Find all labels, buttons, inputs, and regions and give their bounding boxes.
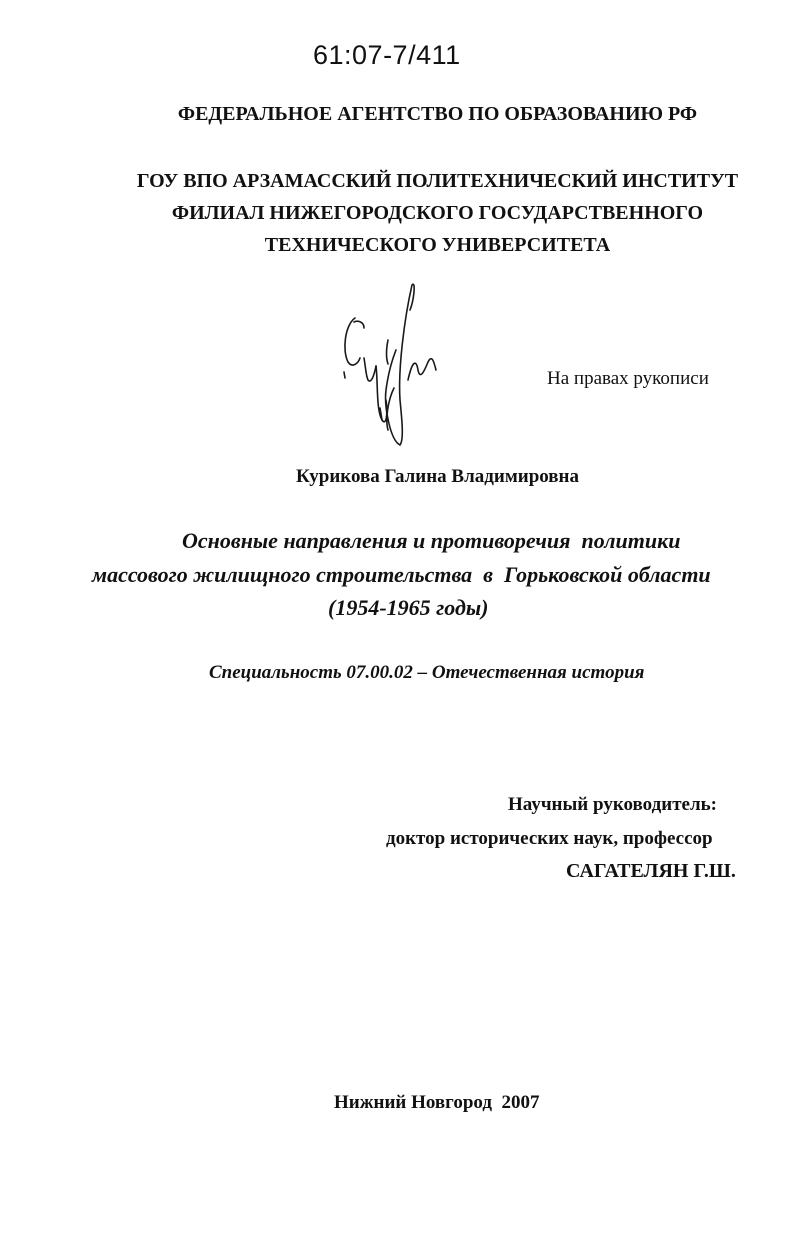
place-year: Нижний Новгород 2007 xyxy=(334,1092,540,1113)
author-name: Курикова Галина Владимировна xyxy=(295,466,580,487)
agency-heading: ФЕДЕРАЛЬНОЕ АГЕНТСТВО ПО ОБРАЗОВАНИЮ РФ xyxy=(177,103,698,125)
archive-number: 61:07-7/411 xyxy=(313,40,461,70)
title-line-2: массового жилищного строительства в Горьковской области xyxy=(92,562,711,587)
title-line-3: (1954-1965 годы) xyxy=(328,595,489,620)
title-line-1: Основные направления и противоречия политики xyxy=(182,528,681,553)
institution-line-2: ФИЛИАЛ НИЖЕГОРОДСКОГО ГОСУДАРСТВЕННОГО xyxy=(171,202,704,224)
supervisor-label: Научный руководитель: xyxy=(508,794,717,815)
manuscript-rights: На правах рукописи xyxy=(547,368,709,389)
handwritten-signature xyxy=(330,280,450,450)
supervisor-name: САГАТЕЛЯН Г.Ш. xyxy=(566,860,736,882)
institution-line-3: ТЕХНИЧЕСКОГО УНИВЕРСИТЕТА xyxy=(264,234,611,256)
institution-line-1: ГОУ ВПО АРЗАМАССКИЙ ПОЛИТЕХНИЧЕСКИЙ ИНСТИТУТ xyxy=(136,170,739,192)
supervisor-degree: доктор исторических наук, профессор xyxy=(386,828,713,849)
specialty: Специальность 07.00.02 – Отечественная история xyxy=(209,662,645,683)
